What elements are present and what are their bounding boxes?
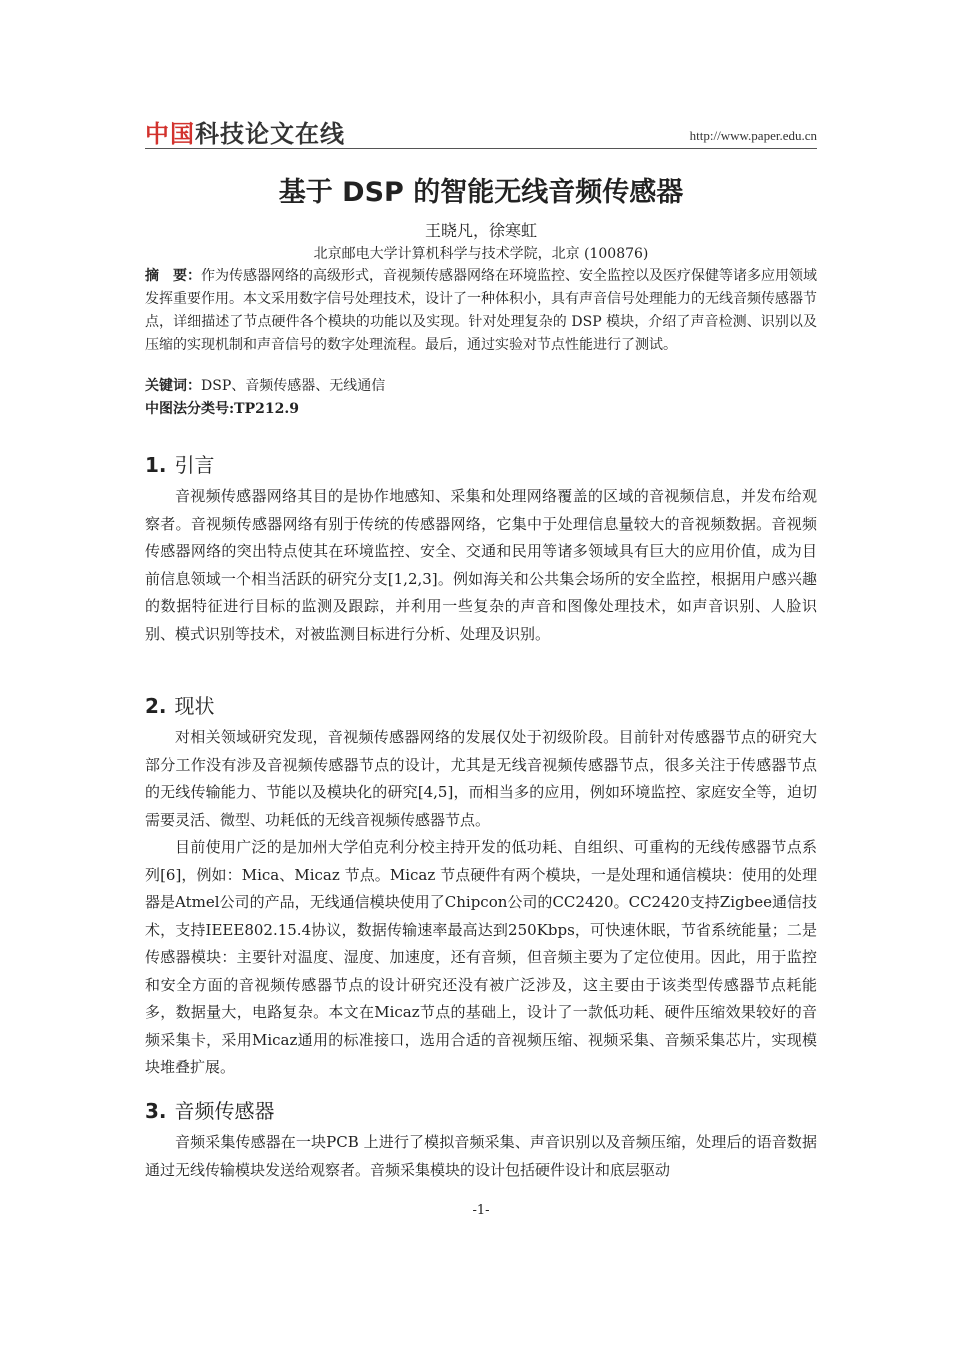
abstract-label: 摘 要： xyxy=(145,268,201,284)
section-heading-3 xyxy=(145,1095,275,1124)
classification-code: TP212.9 xyxy=(234,401,299,417)
section-number: 1. xyxy=(145,453,167,477)
section-number: 2. xyxy=(145,694,167,718)
abstract-text: 作为传感器网络的高级形式，音视频传感器网络在环境监控、安全监控以及医疗保健等诸多应用领域发挥重要作用。本文采用数字信号处理技术，设计了一种体积小，具有声音信号处理能力的无线音频传感器节点，详细描述了节点硬件各个模块的功能以及实现。针对处理复杂的 DSP 模块，介绍了声音检测、识别以及压缩的实现机制和声音信号的数字处理流程。最后，通过实验对节点性能进行了测试。 xyxy=(145,268,817,353)
paper-title: 基于 DSP 的智能无线音频传感器 xyxy=(278,177,684,208)
keywords xyxy=(145,375,385,395)
page-number: -1- xyxy=(472,1203,490,1218)
abstract xyxy=(145,265,817,357)
paper-affiliation: 北京邮电大学计算机科学与技术学院，北京 (100876) xyxy=(313,246,649,262)
paper-authors: 王晓凡，徐寒虹 xyxy=(424,221,537,240)
paragraph-intro: 音视频传感器网络其目的是协作地感知、采集和处理网络覆盖的区域的音视频信息，并发布给观察者。音视频传感器网络有别于传统的传感器网络，它集中于处理信息量较大的音视频数据。音视频传感器网络的突出特点使其在环境监控、安全、交通和民用等诸多领域具有巨大的应用价值，成为目前信息领域一个相当活跃的研究分支[1,2,3]。例如海关和公共集会场所的安全监控，根据用户感兴趣的数据特征进行目标的监测及跟踪，并利用一些复杂的声音和图像处理技术，如声音识别、人脸识别、模式识别等技术，对被监测目标进行分析、处理及识别。 xyxy=(145,487,817,643)
paragraph-audio: 音频采集传感器在一块PCB 上进行了模拟音频采集、声音识别以及音频压缩，处理后的语音数据通过无线传输模块发送给观察者。音频采集模块的设计包括硬件设计和底层驱动 xyxy=(145,1133,817,1179)
paragraph-status-1: 对相关领域研究发现，音视频传感器网络的发展仅处于初级阶段。目前针对传感器节点的研究大部分工作没有涉及音视频传感器节点的设计，尤其是无线音视频传感器节点，很多关注于传感器节点的无线传输能力、节能以及模块化的研究[4,5]，而相当多的应用，例如环境监控、家庭安全等，迫切需要灵活、微型、功耗低的无线音视频传感器节点。 xyxy=(145,728,817,829)
keywords-label: 关键词： xyxy=(145,378,201,394)
logo-dark-text: 科技论文在线 xyxy=(195,120,345,148)
logo xyxy=(145,114,345,149)
paragraph-status-2: 目前使用广泛的是加州大学伯克利分校主持开发的低功耗、自组织、可重构的无线传感器节点系列[6]，例如：Mica、Micaz 节点。Micaz 节点硬件有两个模块，一是处理和通信模块：使用的处理器是Atmel公司的产品，无线通信模块使用了Chipcon公司的CC2420。CC2420支持Zigbee通信技术，支持IEEE802.15.4协议，数据传输速率最高达到250Kbps，可快速休眠，节省系统能量；二是传感器模块：主要针对温度、湿度、加速度，还有音频，但音频主要为了定位使用。因此，用于监控和安全方面的音视频传感器节点的设计研究还没有被广泛涉及，这主要由于该类型传感器节点耗能多，数据量大，电路复杂。本文在Micaz节点的基础上，设计了一款低功耗、硬件压缩效果较好的音频采集卡，采用Micaz通用的标准接口，选用合适的音视频压缩、视频采集、音频采集芯片，实现模块堆叠扩展。 xyxy=(145,838,817,1076)
section-heading-2 xyxy=(145,690,215,719)
page-header xyxy=(145,112,817,149)
logo-red-text: 中国 xyxy=(145,120,195,148)
section-title: 音频传感器 xyxy=(174,1099,275,1123)
section-title: 现状 xyxy=(174,694,215,718)
keywords-text: DSP、音频传感器、无线通信 xyxy=(201,378,386,394)
section-heading-1 xyxy=(145,449,215,478)
section-title: 引言 xyxy=(174,453,215,477)
section-number: 3. xyxy=(145,1099,167,1123)
classification-label: 中图法分类号: xyxy=(145,401,235,417)
site-url[interactable]: http://www.paper.edu.cn xyxy=(689,128,817,143)
classification xyxy=(145,398,299,418)
